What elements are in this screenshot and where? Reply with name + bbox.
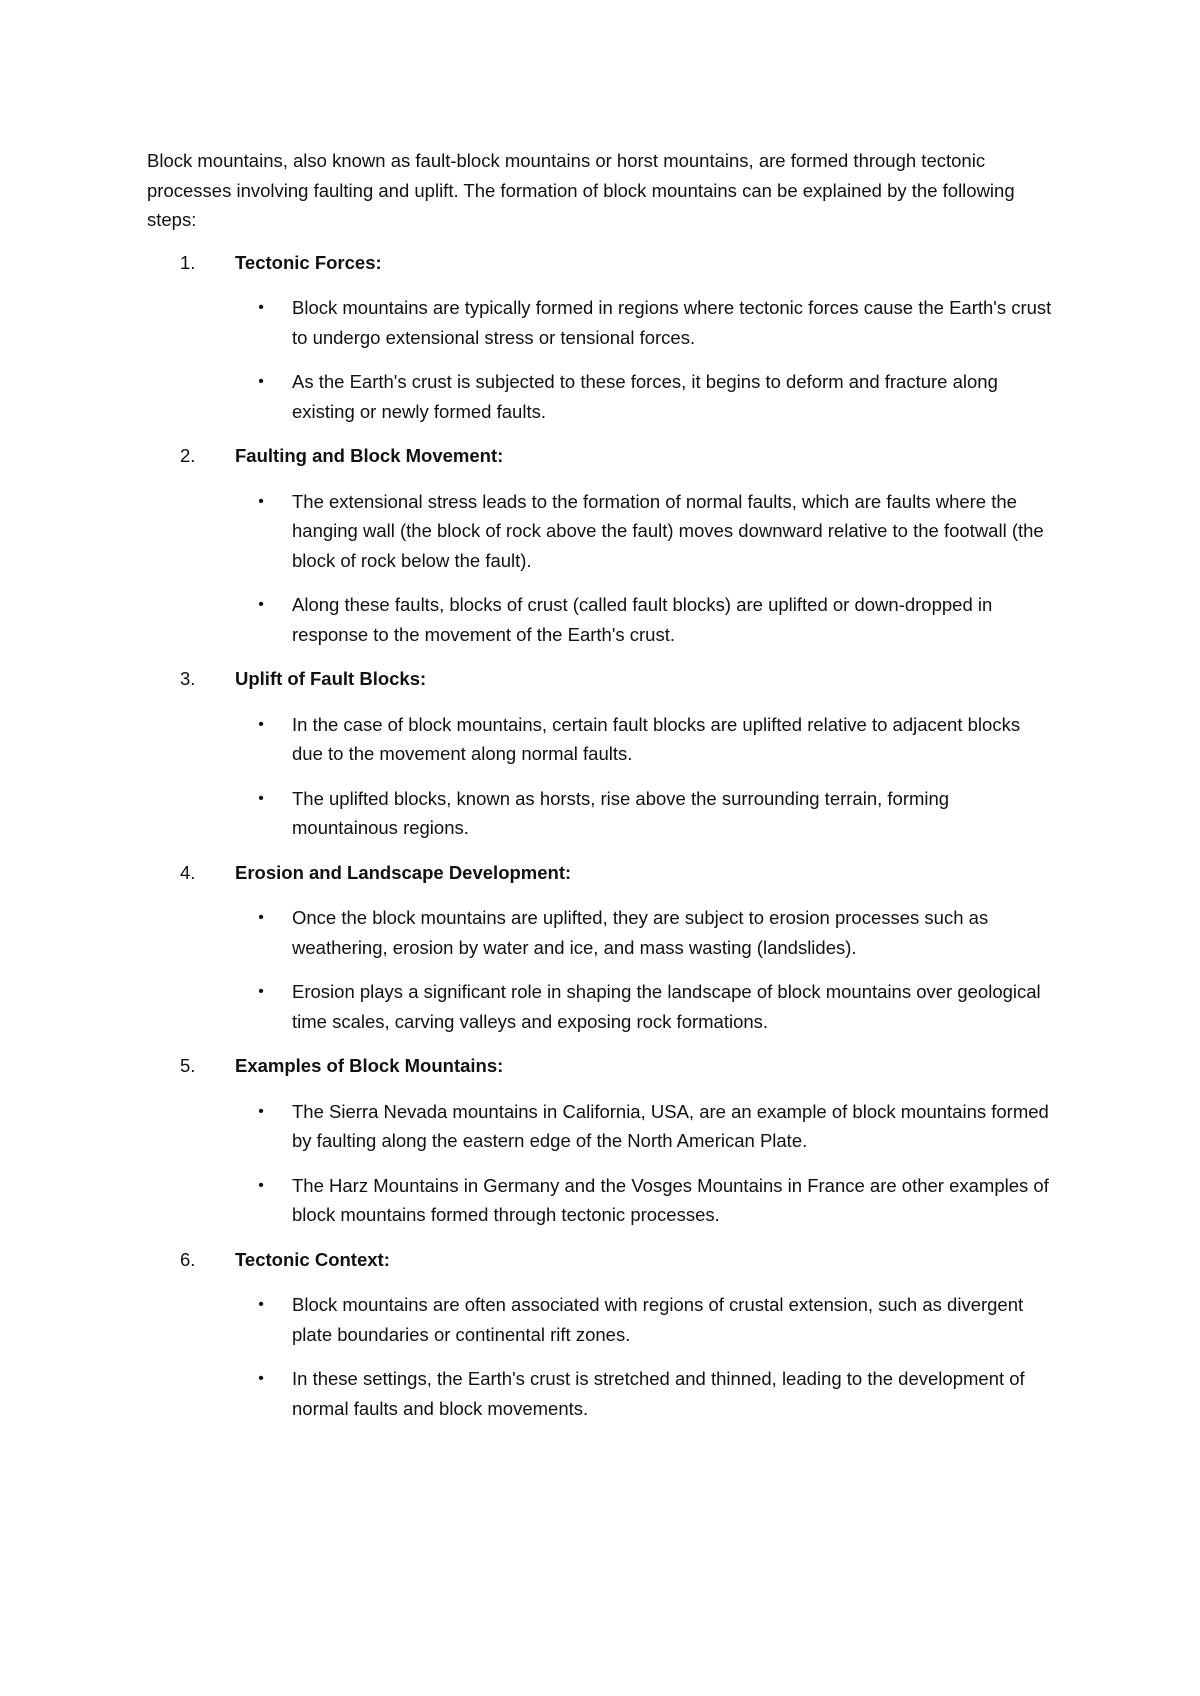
bullet-list <box>147 903 1067 1036</box>
bullet-text: Along these faults, blocks of crust (called fault blocks) are uplifted or down-dropped in response to the movement of the Earth's crust. <box>292 594 993 645</box>
step-number: 6. <box>180 1248 196 1270</box>
step-number: 5. <box>180 1055 196 1076</box>
step-number: 1. <box>180 251 196 273</box>
bullet-icon: • <box>258 715 264 733</box>
bullet-text: As the Earth's crust is subjected to these forces, it begins to deform and fracture along existing or newly formed faults. <box>292 371 998 422</box>
step-title: Examples of Block Mountains: <box>235 1055 504 1076</box>
step-title: Uplift of Fault Blocks: <box>235 668 427 689</box>
bullet-item <box>147 903 1052 962</box>
bullet-list <box>147 1290 1067 1423</box>
step-section <box>147 664 1067 843</box>
step-heading <box>147 441 1067 471</box>
step-title: Tectonic Context: <box>235 1248 390 1270</box>
bullet-item <box>147 977 1052 1036</box>
step-section <box>147 248 1067 427</box>
bullet-icon: • <box>258 1370 264 1387</box>
bullet-item <box>147 293 1052 352</box>
step-section <box>147 1245 1067 1424</box>
bullet-list <box>147 1097 1067 1230</box>
bullet-icon: • <box>258 1176 264 1194</box>
steps-list <box>147 248 1067 1424</box>
step-heading <box>147 664 1067 694</box>
step-title: Tectonic Forces: <box>235 251 382 273</box>
bullet-item <box>147 784 1052 843</box>
step-number: 3. <box>180 668 196 689</box>
bullet-icon: • <box>258 373 264 390</box>
step-number: 2. <box>180 445 196 466</box>
bullet-text: The Sierra Nevada mountains in California, USA, are an example of block mountains formed by faulting along the eastern edge of the North American Plate. <box>292 1100 1049 1151</box>
bullet-item <box>147 1171 1052 1230</box>
document-body <box>147 146 1067 1438</box>
step-section <box>147 441 1067 649</box>
step-heading <box>147 248 1067 278</box>
bullet-text: Erosion plays a significant role in shaping the landscape of block mountains over geological time scales, carving valleys and exposing rock formations. <box>292 981 1041 1032</box>
bullet-item <box>147 710 1052 769</box>
step-heading <box>147 858 1067 888</box>
bullet-icon: • <box>258 596 264 613</box>
bullet-item <box>147 1364 1052 1423</box>
bullet-icon: • <box>258 789 264 807</box>
bullet-item <box>147 367 1052 426</box>
bullet-icon: • <box>258 492 264 510</box>
bullet-item <box>147 590 1052 649</box>
bullet-item <box>147 1097 1052 1156</box>
intro-paragraph: Block mountains, also known as fault-block mountains or horst mountains, are formed through tectonic processes involving faulting and uplift. The formation of block mountains can be explained by the following steps: <box>147 150 1015 230</box>
step-section <box>147 858 1067 1037</box>
bullet-icon: • <box>258 1102 264 1120</box>
bullet-text: Block mountains are typically formed in regions where tectonic forces cause the Earth's crust to undergo extensional stress or tensional forces. <box>292 297 1052 348</box>
step-number: 4. <box>180 861 196 883</box>
bullet-text: Once the block mountains are uplifted, they are subject to erosion processes such as weathering, erosion by water and ice, and mass wasting (landslides). <box>292 907 989 958</box>
bullet-icon: • <box>258 1296 264 1313</box>
bullet-text: In the case of block mountains, certain fault blocks are uplifted relative to adjacent blocks due to the movement along normal faults. <box>292 713 1021 764</box>
bullet-icon: • <box>258 299 264 316</box>
bullet-text: In these settings, the Earth's crust is stretched and thinned, leading to the development of normal faults and block movements. <box>292 1368 1025 1419</box>
step-section <box>147 1051 1067 1230</box>
bullet-list <box>147 710 1067 843</box>
bullet-text: The Harz Mountains in Germany and the Vosges Mountains in France are other examples of block mountains formed through tectonic processes. <box>292 1174 1049 1225</box>
step-title: Faulting and Block Movement: <box>235 445 504 466</box>
bullet-text: The extensional stress leads to the formation of normal faults, which are faults where the hanging wall (the block of rock above the fault) moves downward relative to the footwall (the block of rock below the fault). <box>292 490 1044 571</box>
bullet-item <box>147 1290 1052 1349</box>
step-title: Erosion and Landscape Development: <box>235 861 572 883</box>
bullet-list <box>147 293 1067 426</box>
bullet-text: Block mountains are often associated with regions of crustal extension, such as divergent plate boundaries or continental rift zones. <box>292 1294 1024 1345</box>
step-heading <box>147 1051 1067 1081</box>
bullet-text: The uplifted blocks, known as horsts, rise above the surrounding terrain, forming mountainous regions. <box>292 787 950 838</box>
bullet-icon: • <box>258 909 264 926</box>
bullet-list <box>147 487 1067 650</box>
step-heading <box>147 1245 1067 1275</box>
bullet-item <box>147 487 1052 576</box>
bullet-icon: • <box>258 983 264 1000</box>
